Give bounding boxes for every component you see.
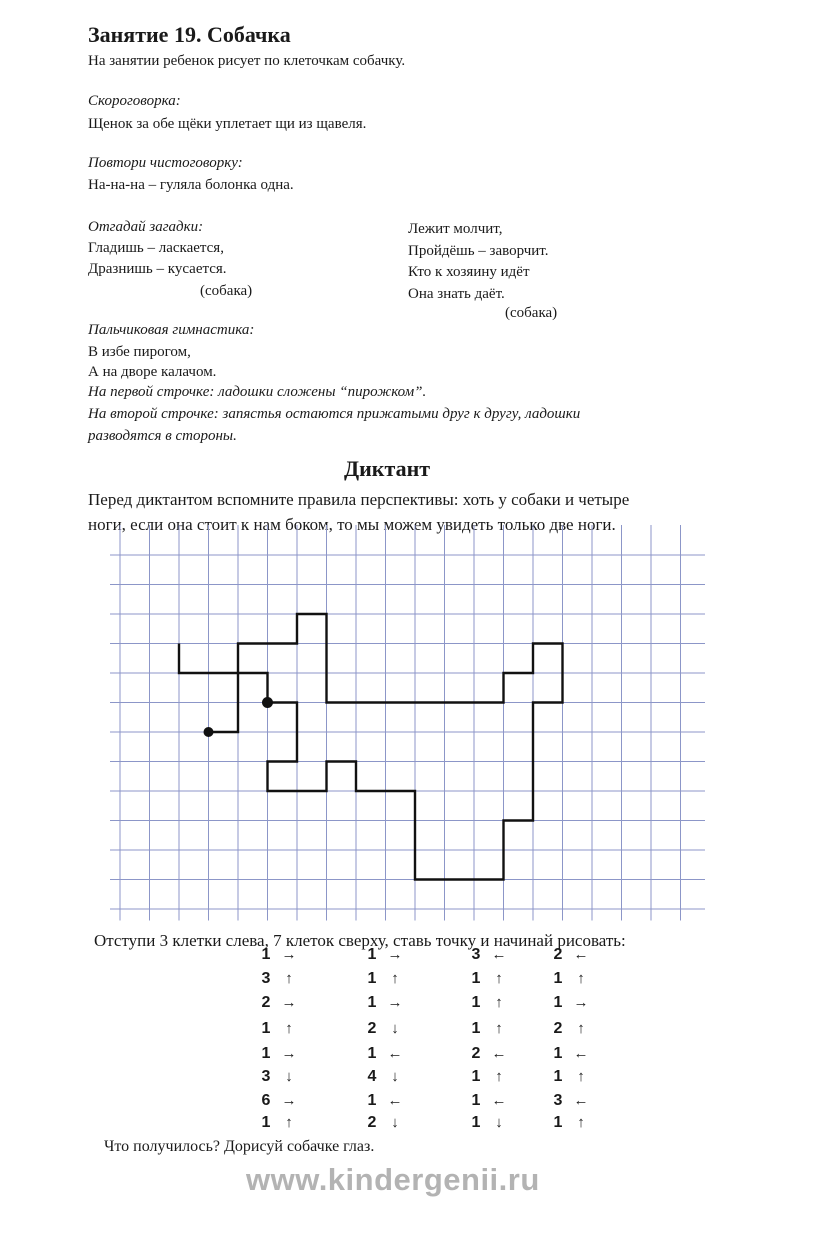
step-count: 3 [261, 1068, 271, 1085]
dictation-step [468, 1068, 508, 1086]
dog-eye [262, 697, 273, 708]
tongue-twister-label: Скороговорка: [88, 93, 181, 109]
dictation-step [468, 994, 508, 1012]
step-direction-arrow: ↑ [495, 970, 503, 987]
dictation-step [468, 946, 508, 964]
step-count: 1 [261, 946, 271, 963]
finger-gym-note: На второй строчке: запястья остаются прижатыми друг к другу, ладошки [88, 406, 581, 422]
step-direction-arrow: ← [387, 1092, 403, 1109]
dictation-lead-line: ноги, если она стоит к нам боком, то мы можем увидеть только две ноги. [88, 515, 616, 534]
step-count: 1 [367, 994, 377, 1011]
dog-outline [179, 614, 563, 880]
step-count: 1 [471, 994, 481, 1011]
dictation-lead-line: Перед диктантом вспомните правила перспективы: хоть у собаки и четыре [88, 490, 630, 509]
dictation-heading: Диктант [344, 456, 431, 481]
step-count: 2 [553, 946, 563, 963]
step-direction-arrow: ↑ [577, 1068, 585, 1085]
step-direction-arrow: ↑ [495, 1068, 503, 1085]
step-count: 3 [471, 946, 481, 963]
dictation-step [468, 1092, 508, 1110]
step-count: 1 [261, 1114, 271, 1131]
step-count: 1 [471, 1114, 481, 1131]
page-title: Занятие 19. Собачка [88, 22, 291, 47]
finger-gym-note: разводятся в стороны. [88, 428, 237, 444]
step-direction-arrow: → [387, 994, 403, 1011]
step-direction-arrow: ↓ [391, 1068, 399, 1085]
step-count: 2 [367, 1114, 377, 1131]
dog-path [179, 614, 563, 880]
step-count: 1 [471, 1068, 481, 1085]
dictation-step [364, 1114, 404, 1132]
step-direction-arrow: → [281, 994, 297, 1011]
dictation-step [258, 1045, 298, 1063]
step-direction-arrow: ↑ [285, 1114, 293, 1131]
dictation-step [364, 1068, 404, 1086]
dictation-step [550, 1020, 590, 1038]
step-count: 1 [261, 1045, 271, 1062]
step-count: 1 [367, 970, 377, 987]
dictation-step [550, 1045, 590, 1063]
step-count: 1 [553, 970, 563, 987]
riddle-right-line: Пройдёшь – заворчит. [408, 243, 549, 259]
step-direction-arrow: ↑ [285, 1020, 293, 1037]
step-count: 3 [261, 970, 271, 987]
riddle-left-line: Дразнишь – кусается. [88, 261, 227, 277]
dictation-step [550, 1114, 590, 1132]
website-watermark: www.kindergenii.ru [246, 1162, 540, 1197]
step-count: 1 [367, 1092, 377, 1109]
step-count: 1 [471, 1092, 481, 1109]
dictation-step [550, 970, 590, 988]
step-direction-arrow: ↑ [577, 1114, 585, 1131]
finger-gym-note: На первой строчке: ладошки сложены “пирожком”. [88, 384, 427, 400]
step-direction-arrow: ↑ [577, 1020, 585, 1037]
step-direction-arrow: ← [573, 1045, 589, 1062]
step-count: 1 [367, 946, 377, 963]
dictation-instruction: Отступи 3 клетки слева, 7 клеток сверху, ставь точку и начинай рисовать: [94, 931, 626, 950]
step-count: 4 [367, 1068, 377, 1085]
grid-lines [110, 525, 705, 925]
dictation-step [258, 1092, 298, 1110]
dictation-step [364, 946, 404, 964]
start-dot [204, 727, 214, 737]
step-direction-arrow: ← [573, 946, 589, 963]
dictation-step [258, 1020, 298, 1038]
step-direction-arrow: ↓ [495, 1114, 503, 1131]
riddle-right-line: Кто к хозяину идёт [408, 264, 530, 280]
step-count: 6 [261, 1092, 271, 1109]
dictation-step [468, 1020, 508, 1038]
dictation-step [258, 1114, 298, 1132]
step-direction-arrow: → [387, 946, 403, 963]
finger-gym-line: А на дворе калачом. [88, 364, 217, 380]
step-count: 1 [367, 1045, 377, 1062]
step-direction-arrow: ← [491, 946, 507, 963]
dictation-step [550, 994, 590, 1012]
dictation-step [468, 1114, 508, 1132]
riddle-right-line: Она знать даёт. [408, 286, 505, 302]
dictation-step [258, 1068, 298, 1086]
step-count: 1 [553, 1045, 563, 1062]
dictation-step [258, 946, 298, 964]
step-count: 1 [471, 1020, 481, 1037]
dog-grid-drawing [110, 525, 705, 925]
step-count: 2 [261, 994, 271, 1011]
dictation-step [258, 970, 298, 988]
riddles-label: Отгадай загадки: [88, 219, 204, 235]
dictation-step [364, 1020, 404, 1038]
step-direction-arrow: ↑ [577, 970, 585, 987]
step-count: 3 [553, 1092, 563, 1109]
step-count: 2 [367, 1020, 377, 1037]
pure-talk-label: Повтори чистоговорку: [88, 155, 243, 171]
finger-gym-label: Пальчиковая гимнастика: [88, 322, 255, 338]
step-direction-arrow: → [281, 1045, 297, 1062]
step-direction-arrow: ↓ [391, 1020, 399, 1037]
step-direction-arrow: ← [491, 1045, 507, 1062]
step-direction-arrow: → [281, 1092, 297, 1109]
step-direction-arrow: ↑ [285, 970, 293, 987]
riddle-right-line: Лежит молчит, [408, 221, 503, 237]
finger-gym-line: В избе пирогом, [88, 344, 191, 360]
step-direction-arrow: ↑ [495, 994, 503, 1011]
dictation-step [364, 1092, 404, 1110]
dictation-step [550, 1068, 590, 1086]
dictation-step [550, 946, 590, 964]
step-count: 1 [261, 1020, 271, 1037]
dictation-step [364, 1045, 404, 1063]
riddle-right-answer: (собака) [505, 305, 558, 321]
dictation-step [550, 1092, 590, 1110]
step-count: 1 [553, 994, 563, 1011]
riddle-left-line: Гладишь – ласкается, [88, 240, 224, 256]
step-direction-arrow: ← [491, 1092, 507, 1109]
dictation-step [364, 970, 404, 988]
step-count: 1 [471, 970, 481, 987]
step-count: 2 [553, 1020, 563, 1037]
step-count: 1 [553, 1114, 563, 1131]
step-count: 2 [471, 1045, 481, 1062]
tongue-twister-text: Щенок за обе щёки уплетает щи из щавеля. [88, 116, 367, 132]
riddle-left-answer: (собака) [200, 283, 253, 299]
step-direction-arrow: ↓ [285, 1068, 293, 1085]
step-direction-arrow: → [573, 994, 589, 1011]
step-direction-arrow: → [281, 946, 297, 963]
dictation-step [364, 994, 404, 1012]
step-count: 1 [553, 1068, 563, 1085]
step-direction-arrow: ← [573, 1092, 589, 1109]
dictation-step [468, 970, 508, 988]
dictation-step [258, 994, 298, 1012]
intro-text: На занятии ребенок рисует по клеточкам собачку. [88, 53, 406, 69]
pure-talk-text: На-на-на – гуляла болонка одна. [88, 177, 294, 193]
step-direction-arrow: ↓ [391, 1114, 399, 1131]
step-direction-arrow: ↑ [495, 1020, 503, 1037]
dictation-question: Что получилось? Дорисуй собачке глаз. [104, 1138, 375, 1155]
step-direction-arrow: ↑ [391, 970, 399, 987]
step-direction-arrow: ← [387, 1045, 403, 1062]
dictation-step [468, 1045, 508, 1063]
